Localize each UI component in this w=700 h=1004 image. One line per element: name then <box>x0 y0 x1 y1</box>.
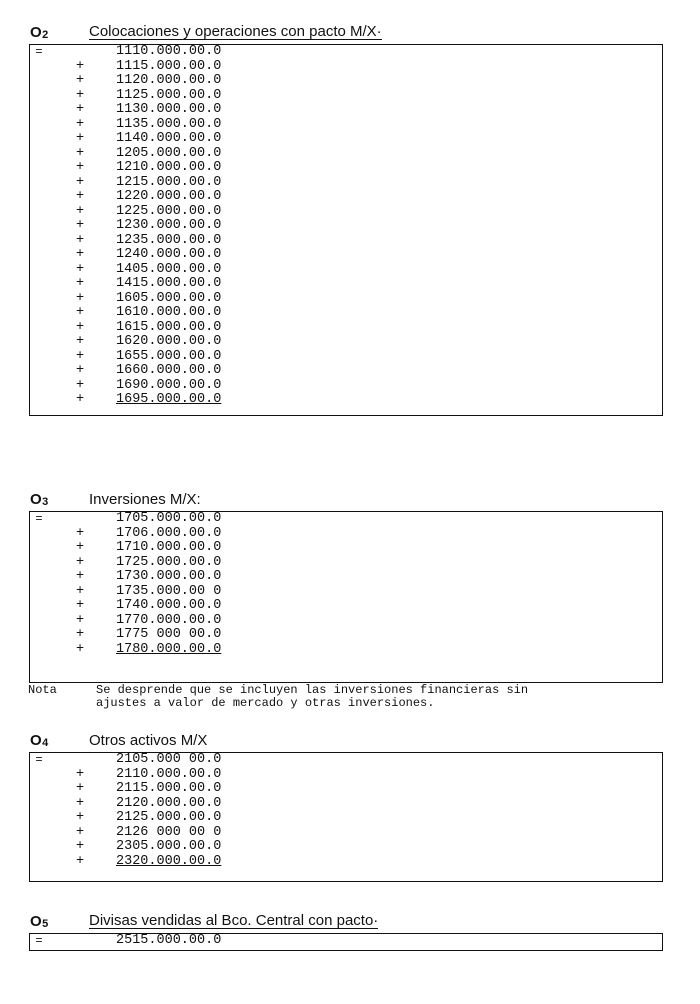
section-o4 <box>29 730 663 882</box>
plus-sign: + <box>75 641 85 657</box>
account-code: 1130.000.00.0 <box>116 102 222 117</box>
account-row <box>30 826 662 841</box>
plus-sign: + <box>75 116 85 132</box>
account-code: 1655.000.00.0 <box>116 348 222 364</box>
note-text <box>96 684 676 710</box>
account-code: 1770.000.00.0 <box>116 612 222 628</box>
account-code: 1690.000.00.0 <box>116 377 222 393</box>
plus-sign: + <box>75 102 85 117</box>
account-row <box>30 782 662 797</box>
account-code: 1115.000.00.0 <box>116 58 222 74</box>
account-row <box>30 556 662 571</box>
account-row <box>30 277 662 292</box>
plus-sign: + <box>75 363 85 378</box>
account-row <box>30 205 662 220</box>
account-code: 1610.000.00.0 <box>116 305 222 320</box>
section-header <box>29 22 663 44</box>
plus-sign: + <box>75 839 85 854</box>
equals-sign: = <box>35 753 43 767</box>
account-code: 1615.000.00.0 <box>116 319 222 335</box>
account-code: 2320.000.00.0 <box>116 853 222 869</box>
account-code: 2110.000.00.0 <box>116 766 222 782</box>
account-list-box <box>29 511 663 683</box>
account-row <box>30 379 662 394</box>
account-row <box>30 855 662 870</box>
account-code: 1125.000.00.0 <box>116 87 222 103</box>
plus-sign: + <box>75 525 85 541</box>
account-code: 1660.000.00.0 <box>116 363 222 378</box>
note-label: Nota <box>28 683 57 697</box>
account-code: 1235.000.00.0 <box>116 232 222 248</box>
plus-sign: + <box>75 58 85 74</box>
plus-sign: + <box>75 189 85 204</box>
account-code: 1780.000.00.0 <box>116 641 222 657</box>
equals-sign: = <box>35 934 43 948</box>
account-row <box>30 89 662 104</box>
account-code: 2115.000.00.0 <box>116 781 222 796</box>
account-code: 1695.000.00.0 <box>116 392 222 407</box>
note-line-2: ajustes a valor de mercado y otras inversiones. <box>96 696 435 710</box>
account-code: 1215.000.00.0 <box>116 174 222 190</box>
plus-sign: + <box>75 174 85 190</box>
plus-sign: + <box>75 160 85 175</box>
account-row <box>30 599 662 614</box>
account-row <box>30 768 662 783</box>
plus-sign: + <box>75 73 85 88</box>
account-row <box>30 753 662 768</box>
account-row <box>30 132 662 147</box>
equals-sign: = <box>35 512 43 526</box>
plus-sign: + <box>75 627 85 642</box>
account-code: 2120.000.00.0 <box>116 795 222 811</box>
account-code: 1240.000.00.0 <box>116 247 222 262</box>
account-code: 1205.000.00.0 <box>116 145 222 161</box>
plus-sign: + <box>75 131 85 146</box>
plus-sign: + <box>75 781 85 796</box>
account-row <box>30 527 662 542</box>
account-row <box>30 512 662 527</box>
section-code: O4 <box>30 732 49 749</box>
account-row <box>30 234 662 249</box>
account-row <box>30 350 662 365</box>
plus-sign: + <box>75 795 85 811</box>
plus-sign: + <box>75 247 85 262</box>
account-row <box>30 628 662 643</box>
account-row <box>30 393 662 408</box>
account-row <box>30 306 662 321</box>
account-row <box>30 161 662 176</box>
account-code: 1620.000.00.0 <box>116 334 222 349</box>
section-title: Colocaciones y operaciones con pacto M/X· <box>89 23 382 40</box>
section-title: Otros activos M/X <box>89 732 208 749</box>
account-code: 1775 000 00.0 <box>116 627 222 642</box>
account-code: 1405.000.00.0 <box>116 261 222 277</box>
account-code: 1140.000.00.0 <box>116 131 222 146</box>
plus-sign: + <box>75 305 85 320</box>
account-row <box>30 840 662 855</box>
section-title: Divisas vendidas al Bco. Central con pacto· <box>89 912 379 929</box>
plus-sign: + <box>75 261 85 277</box>
account-list-box <box>29 752 663 882</box>
equals-sign: = <box>35 45 43 59</box>
note-line-1: Se desprende que se incluyen las inversiones financieras sin <box>96 683 529 697</box>
account-row <box>30 74 662 89</box>
section-header <box>29 730 663 752</box>
account-row <box>30 147 662 162</box>
account-list-box <box>29 44 663 416</box>
account-code: 1735.000.00 0 <box>116 583 222 599</box>
section-code: O2 <box>30 24 49 41</box>
account-code: 1725.000.00.0 <box>116 554 222 570</box>
account-row <box>30 541 662 556</box>
account-code: 1135.000.00.0 <box>116 116 222 132</box>
section-o2 <box>29 22 663 416</box>
account-row <box>30 321 662 336</box>
account-code: 1225.000.00.0 <box>116 203 222 219</box>
account-row <box>30 934 662 949</box>
plus-sign: + <box>75 853 85 869</box>
account-code: 1415.000.00.0 <box>116 276 222 291</box>
plus-sign: + <box>75 290 85 306</box>
plus-sign: + <box>75 392 85 407</box>
account-code: 2125.000.00.0 <box>116 810 222 825</box>
plus-sign: + <box>75 598 85 613</box>
account-row <box>30 118 662 133</box>
account-row <box>30 797 662 812</box>
account-code: 2515.000.00.0 <box>116 933 222 948</box>
account-code: 2126 000 00 0 <box>116 824 222 840</box>
account-code: 1706.000.00.0 <box>116 525 222 541</box>
plus-sign: + <box>75 810 85 825</box>
account-row <box>30 364 662 379</box>
plus-sign: + <box>75 554 85 570</box>
section-o3 <box>29 489 663 683</box>
account-row <box>30 103 662 118</box>
plus-sign: + <box>75 569 85 584</box>
account-code: 1230.000.00.0 <box>116 218 222 233</box>
section-title: Inversiones M/X: <box>89 491 201 508</box>
plus-sign: + <box>75 276 85 291</box>
account-row <box>30 60 662 75</box>
plus-sign: + <box>75 218 85 233</box>
account-row <box>30 219 662 234</box>
plus-sign: + <box>75 145 85 161</box>
plus-sign: + <box>75 87 85 103</box>
section-code: O5 <box>30 913 49 930</box>
account-code: 1705.000.00.0 <box>116 511 222 526</box>
account-row <box>30 643 662 658</box>
plus-sign: + <box>75 334 85 349</box>
account-row <box>30 811 662 826</box>
account-row <box>30 292 662 307</box>
section-header <box>29 911 663 933</box>
plus-sign: + <box>75 232 85 248</box>
account-list-box <box>29 933 663 951</box>
account-code: 1605.000.00.0 <box>116 290 222 306</box>
account-code: 1220.000.00.0 <box>116 189 222 204</box>
account-row <box>30 614 662 629</box>
plus-sign: + <box>75 583 85 599</box>
account-row <box>30 263 662 278</box>
account-code: 1730.000.00.0 <box>116 569 222 584</box>
account-code: 1710.000.00.0 <box>116 540 222 555</box>
account-code: 1120.000.00.0 <box>116 73 222 88</box>
section-code: O3 <box>30 491 49 508</box>
plus-sign: + <box>75 319 85 335</box>
plus-sign: + <box>75 377 85 393</box>
account-row <box>30 176 662 191</box>
account-row <box>30 570 662 585</box>
plus-sign: + <box>75 612 85 628</box>
account-row <box>30 585 662 600</box>
section-o5 <box>29 911 663 951</box>
plus-sign: + <box>75 348 85 364</box>
account-code: 1210.000.00.0 <box>116 160 222 175</box>
plus-sign: + <box>75 203 85 219</box>
section-header <box>29 489 663 511</box>
account-code: 1740.000.00.0 <box>116 598 222 613</box>
account-row <box>30 190 662 205</box>
account-row <box>30 45 662 60</box>
account-code: 2305.000.00.0 <box>116 839 222 854</box>
plus-sign: + <box>75 540 85 555</box>
plus-sign: + <box>75 766 85 782</box>
plus-sign: + <box>75 824 85 840</box>
account-row <box>30 248 662 263</box>
account-code: 2105.000 00.0 <box>116 752 222 767</box>
account-code: 1110.000.00.0 <box>116 44 222 59</box>
account-row <box>30 335 662 350</box>
